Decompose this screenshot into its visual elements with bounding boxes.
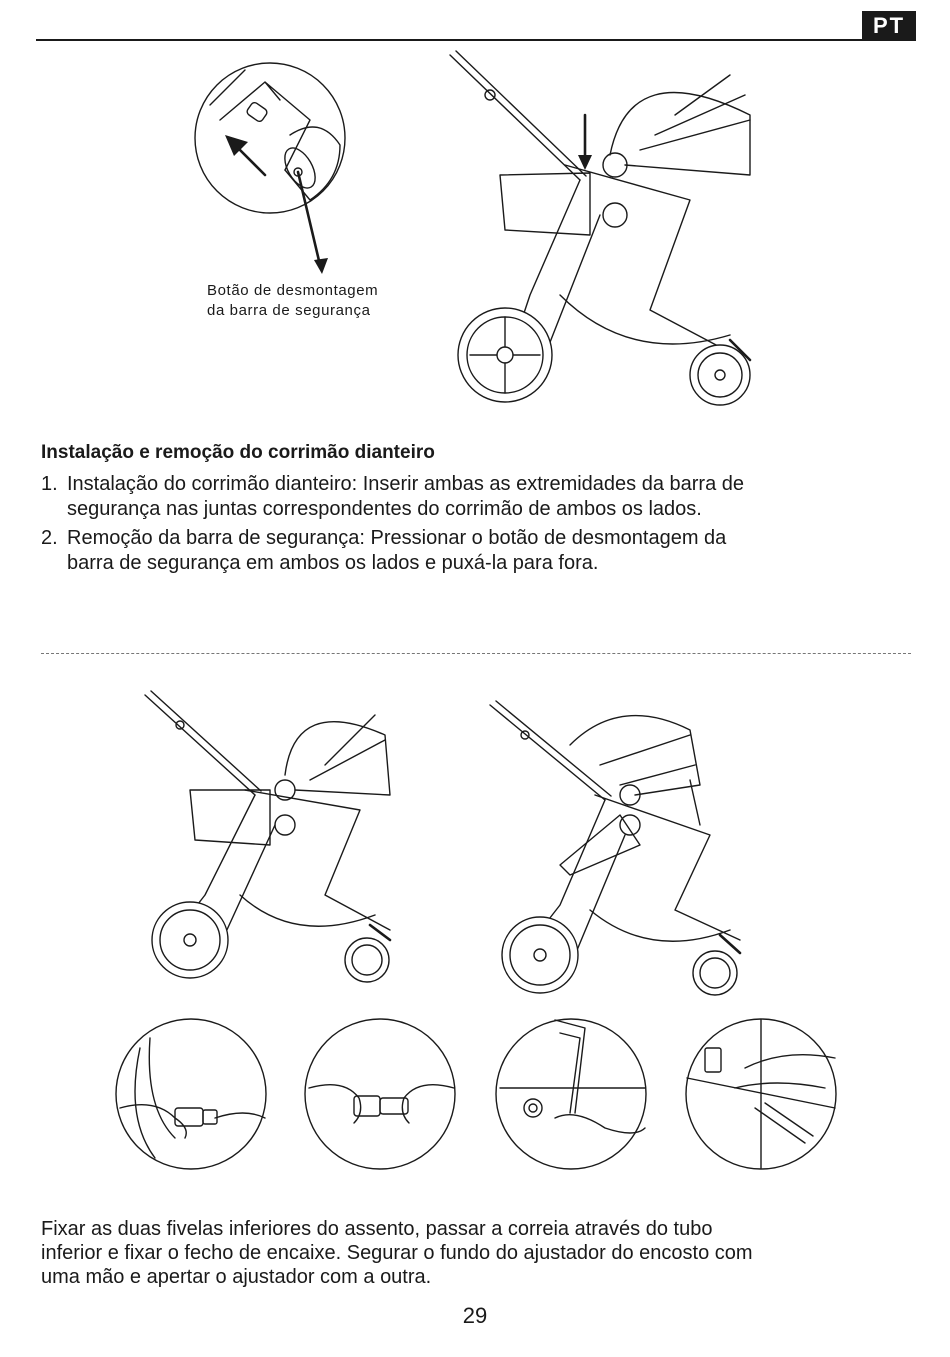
step-text-line: Instalação do corrimão dianteiro: Inserir ambas as extremidades da barra de <box>67 473 745 495</box>
step-item <box>41 526 911 576</box>
step-text <box>67 472 744 522</box>
release-button-callout <box>207 281 378 321</box>
instruction-line: inferior e fixar o fecho de encaixe. Segurar o fundo do ajustador do encosto com <box>41 1242 753 1264</box>
stroller-illustration-seat <box>490 705 760 1000</box>
button-detail-illustration <box>190 60 360 280</box>
page-number: 29 <box>462 1303 488 1328</box>
strap-tube-illustration <box>495 1018 647 1170</box>
stroller-illustration-bassinet <box>145 695 405 985</box>
step-number: 2. <box>41 527 58 549</box>
language-badge: PT <box>862 11 916 40</box>
instruction-line: Fixar as duas fivelas inferiores do assento, passar a correia através do tubo <box>41 1218 713 1240</box>
step-text-line: Remoção da barra de segurança: Pressionar o botão de desmontagem da <box>67 527 727 549</box>
callout-line-1: Botão de desmontagem <box>207 282 379 299</box>
buckle-fasten-illustration <box>304 1018 456 1170</box>
header-rule <box>36 39 916 41</box>
buckle-instructions <box>41 1217 911 1289</box>
backrest-adjuster-illustration <box>685 1018 837 1170</box>
step-number: 1. <box>41 473 58 495</box>
steps-list <box>41 472 911 580</box>
step-text-line: barra de segurança em ambos os lados e puxá-la para fora. <box>67 552 599 574</box>
dashed-divider <box>41 653 911 654</box>
step-text <box>67 526 726 576</box>
step-text-line: segurança nas juntas correspondentes do corrimão de ambos os lados. <box>67 498 702 520</box>
instruction-line: uma mão e apertar o ajustador com a outra. <box>41 1266 432 1288</box>
step-item <box>41 472 911 522</box>
buckle-detail-illustration <box>115 1018 267 1170</box>
callout-line-2: da barra de segurança <box>207 302 371 319</box>
stroller-illustration-top <box>450 55 760 415</box>
section-title: Instalação e remoção do corrimão dianteiro <box>41 442 435 463</box>
